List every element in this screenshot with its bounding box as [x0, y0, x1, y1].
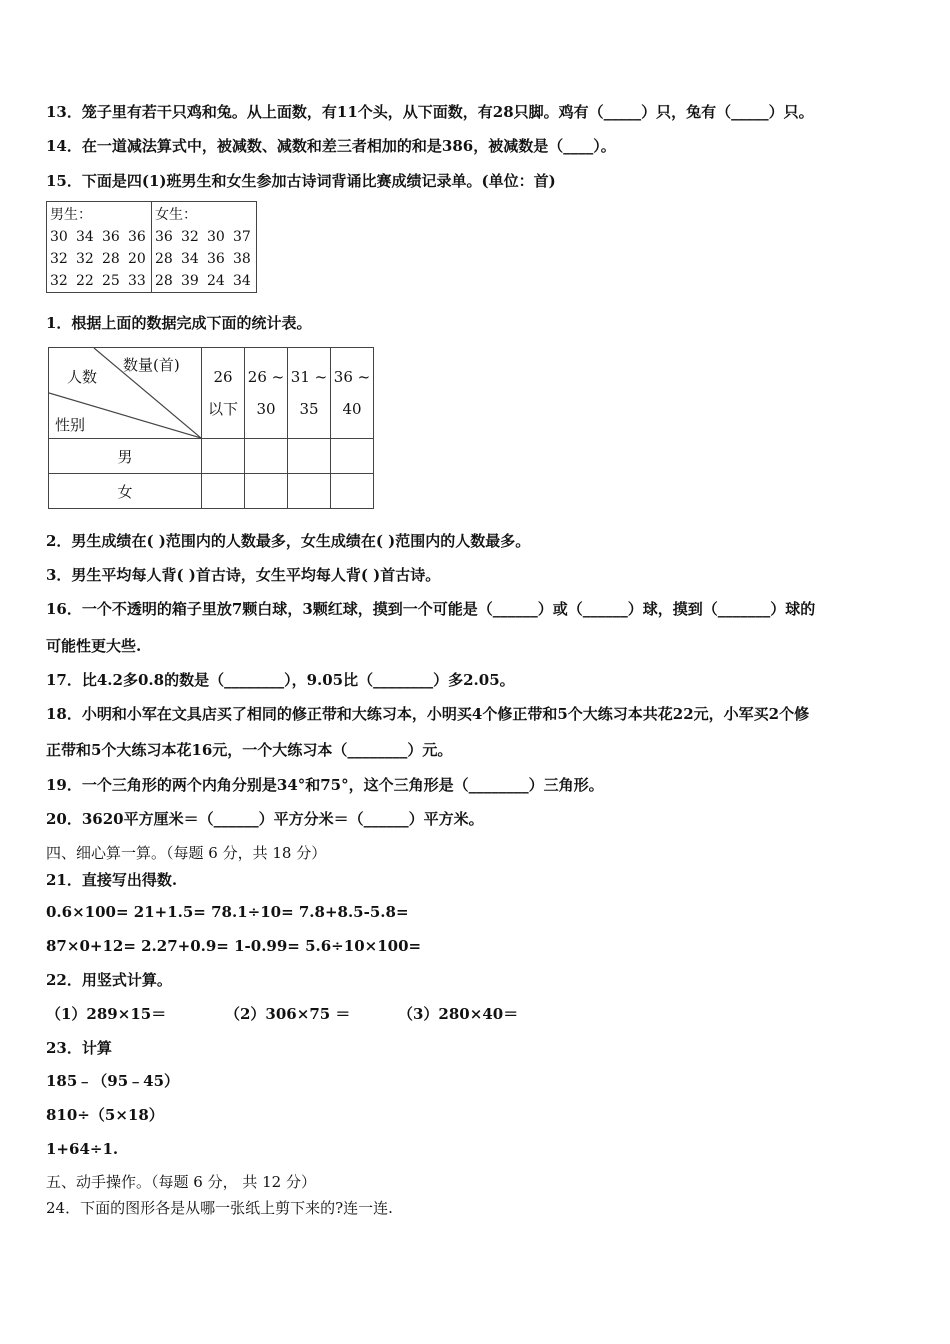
question-23-item-3: 1+64÷1. — [46, 1140, 119, 1158]
question-24: 24．下面的图形各是从哪一张纸上剪下来的?连一连. — [46, 1199, 393, 1217]
score-cell: 20 — [128, 251, 146, 267]
score-cell: 22 — [76, 273, 94, 289]
range-top: 36 ~ — [333, 368, 371, 386]
girls-label: 女生： — [155, 207, 197, 223]
range-bottom: 35 — [299, 400, 319, 418]
score-cell: 30 — [207, 229, 225, 245]
blank-cell[interactable] — [288, 474, 331, 509]
question-22-item-2: （2）306×75 ＝ — [225, 1005, 351, 1023]
score-cell: 30 — [50, 229, 68, 245]
blank-cell[interactable] — [331, 439, 374, 474]
range-bottom: 30 — [256, 400, 276, 418]
score-cell: 37 — [233, 229, 251, 245]
girls-score-group — [152, 202, 257, 293]
question-14: 14．在一道减法算式中，被减数、减数和差三者相加的和是386，被减数是（____）。 — [46, 137, 616, 155]
question-22-item-1: （1）289×15＝ — [46, 1005, 167, 1023]
section-4-heading: 四、细心算一算。（每题 6 分，共 18 分） — [46, 844, 327, 862]
range-bottom: 以下 — [207, 400, 238, 418]
range-header — [245, 348, 288, 439]
score-cell: 32 — [50, 251, 68, 267]
blank-cell[interactable] — [288, 439, 331, 474]
question-21-row-1: 0.6×100= 21+1.5= 78.1÷10= 7.8+8.5-5.8= — [46, 903, 409, 921]
score-cell: 32 — [50, 273, 68, 289]
score-cell: 33 — [128, 273, 146, 289]
score-cell: 28 — [155, 251, 173, 267]
range-top: 26 — [213, 368, 233, 386]
score-cell: 36 — [102, 229, 120, 245]
header-people: 人数 — [67, 368, 98, 386]
score-cell: 34 — [233, 273, 251, 289]
score-cell: 36 — [155, 229, 173, 245]
range-top: 31 ~ — [290, 368, 328, 386]
question-15-part-2: 2．男生成绩在( )范围内的人数最多，女生成绩在( )范围内的人数最多。 — [46, 532, 531, 550]
question-16-line-1: 16．一个不透明的箱子里放7颗白球，3颗红球，摸到一个可能是（______）或（______）球，摸到（_______）球的 — [46, 600, 816, 618]
question-23: 23．计算 — [46, 1039, 112, 1057]
question-13: 13．笼子里有若干只鸡和兔。从上面数，有11个头，从下面数，有28只脚。鸡有（_____）只，兔有（_____）只。 — [46, 103, 814, 121]
question-23-item-2: 810÷（5×18） — [46, 1106, 164, 1124]
section-5-heading: 五、动手操作。（每题 6 分， 共 12 分） — [46, 1173, 316, 1191]
range-header — [202, 348, 245, 439]
score-cell: 36 — [207, 251, 225, 267]
question-15-part-1: 1．根据上面的数据完成下面的统计表。 — [46, 314, 312, 332]
range-top: 26 ~ — [247, 368, 285, 386]
range-bottom: 40 — [342, 400, 362, 418]
question-19: 19．一个三角形的两个内角分别是34°和75°，这个三角形是（________）三角形。 — [46, 776, 604, 794]
blank-cell[interactable] — [202, 474, 245, 509]
score-cell: 39 — [181, 273, 199, 289]
blank-cell[interactable] — [331, 474, 374, 509]
question-18-line-1: 18．小明和小军在文具店买了相同的修正带和大练习本，小明买4个修正带和5个大练习本共花22元，小军买2个修 — [46, 705, 810, 723]
diagonal-header-cell — [49, 348, 202, 439]
score-cell: 38 — [233, 251, 251, 267]
question-16-line-2: 可能性更大些. — [46, 637, 142, 655]
boys-label: 男生： — [50, 207, 92, 223]
boys-score-group — [47, 202, 152, 293]
score-cell: 32 — [76, 251, 94, 267]
question-21: 21．直接写出得数. — [46, 871, 178, 889]
range-header — [288, 348, 331, 439]
score-cell: 28 — [102, 251, 120, 267]
range-header — [331, 348, 374, 439]
score-cell: 28 — [155, 273, 173, 289]
header-gender: 性别 — [55, 416, 86, 434]
score-cell: 34 — [181, 251, 199, 267]
question-22-item-3: （3）280×40＝ — [398, 1005, 519, 1023]
statistics-table — [48, 347, 374, 509]
question-20: 20．3620平方厘米＝（______）平方分米＝（______）平方米。 — [46, 810, 484, 828]
row-boys: 男 — [49, 439, 202, 474]
header-quantity: 数量(首) — [123, 356, 180, 374]
score-cell: 36 — [128, 229, 146, 245]
score-cell: 25 — [102, 273, 120, 289]
blank-cell[interactable] — [245, 474, 288, 509]
question-18-line-2: 正带和5个大练习本花16元，一个大练习本（________）元。 — [46, 741, 453, 759]
blank-cell[interactable] — [245, 439, 288, 474]
score-cell: 34 — [76, 229, 94, 245]
score-cell: 32 — [181, 229, 199, 245]
score-cell: 24 — [207, 273, 225, 289]
question-23-item-1: 185﹣（95﹣45） — [46, 1072, 180, 1090]
question-22: 22．用竖式计算。 — [46, 971, 172, 989]
question-21-row-2: 87×0+12= 2.27+0.9= 1-0.99= 5.6÷10×100= — [46, 937, 422, 955]
question-15-part-3: 3．男生平均每人背( )首古诗，女生平均每人背( )首古诗。 — [46, 566, 441, 584]
question-15: 15．下面是四(1)班男生和女生参加古诗词背诵比赛成绩记录单。(单位：首) — [46, 172, 556, 190]
blank-cell[interactable] — [202, 439, 245, 474]
question-17: 17．比4.2多0.8的数是（________），9.05比（________）多2.05。 — [46, 671, 515, 689]
row-girls: 女 — [49, 474, 202, 509]
score-record-table — [46, 201, 257, 293]
